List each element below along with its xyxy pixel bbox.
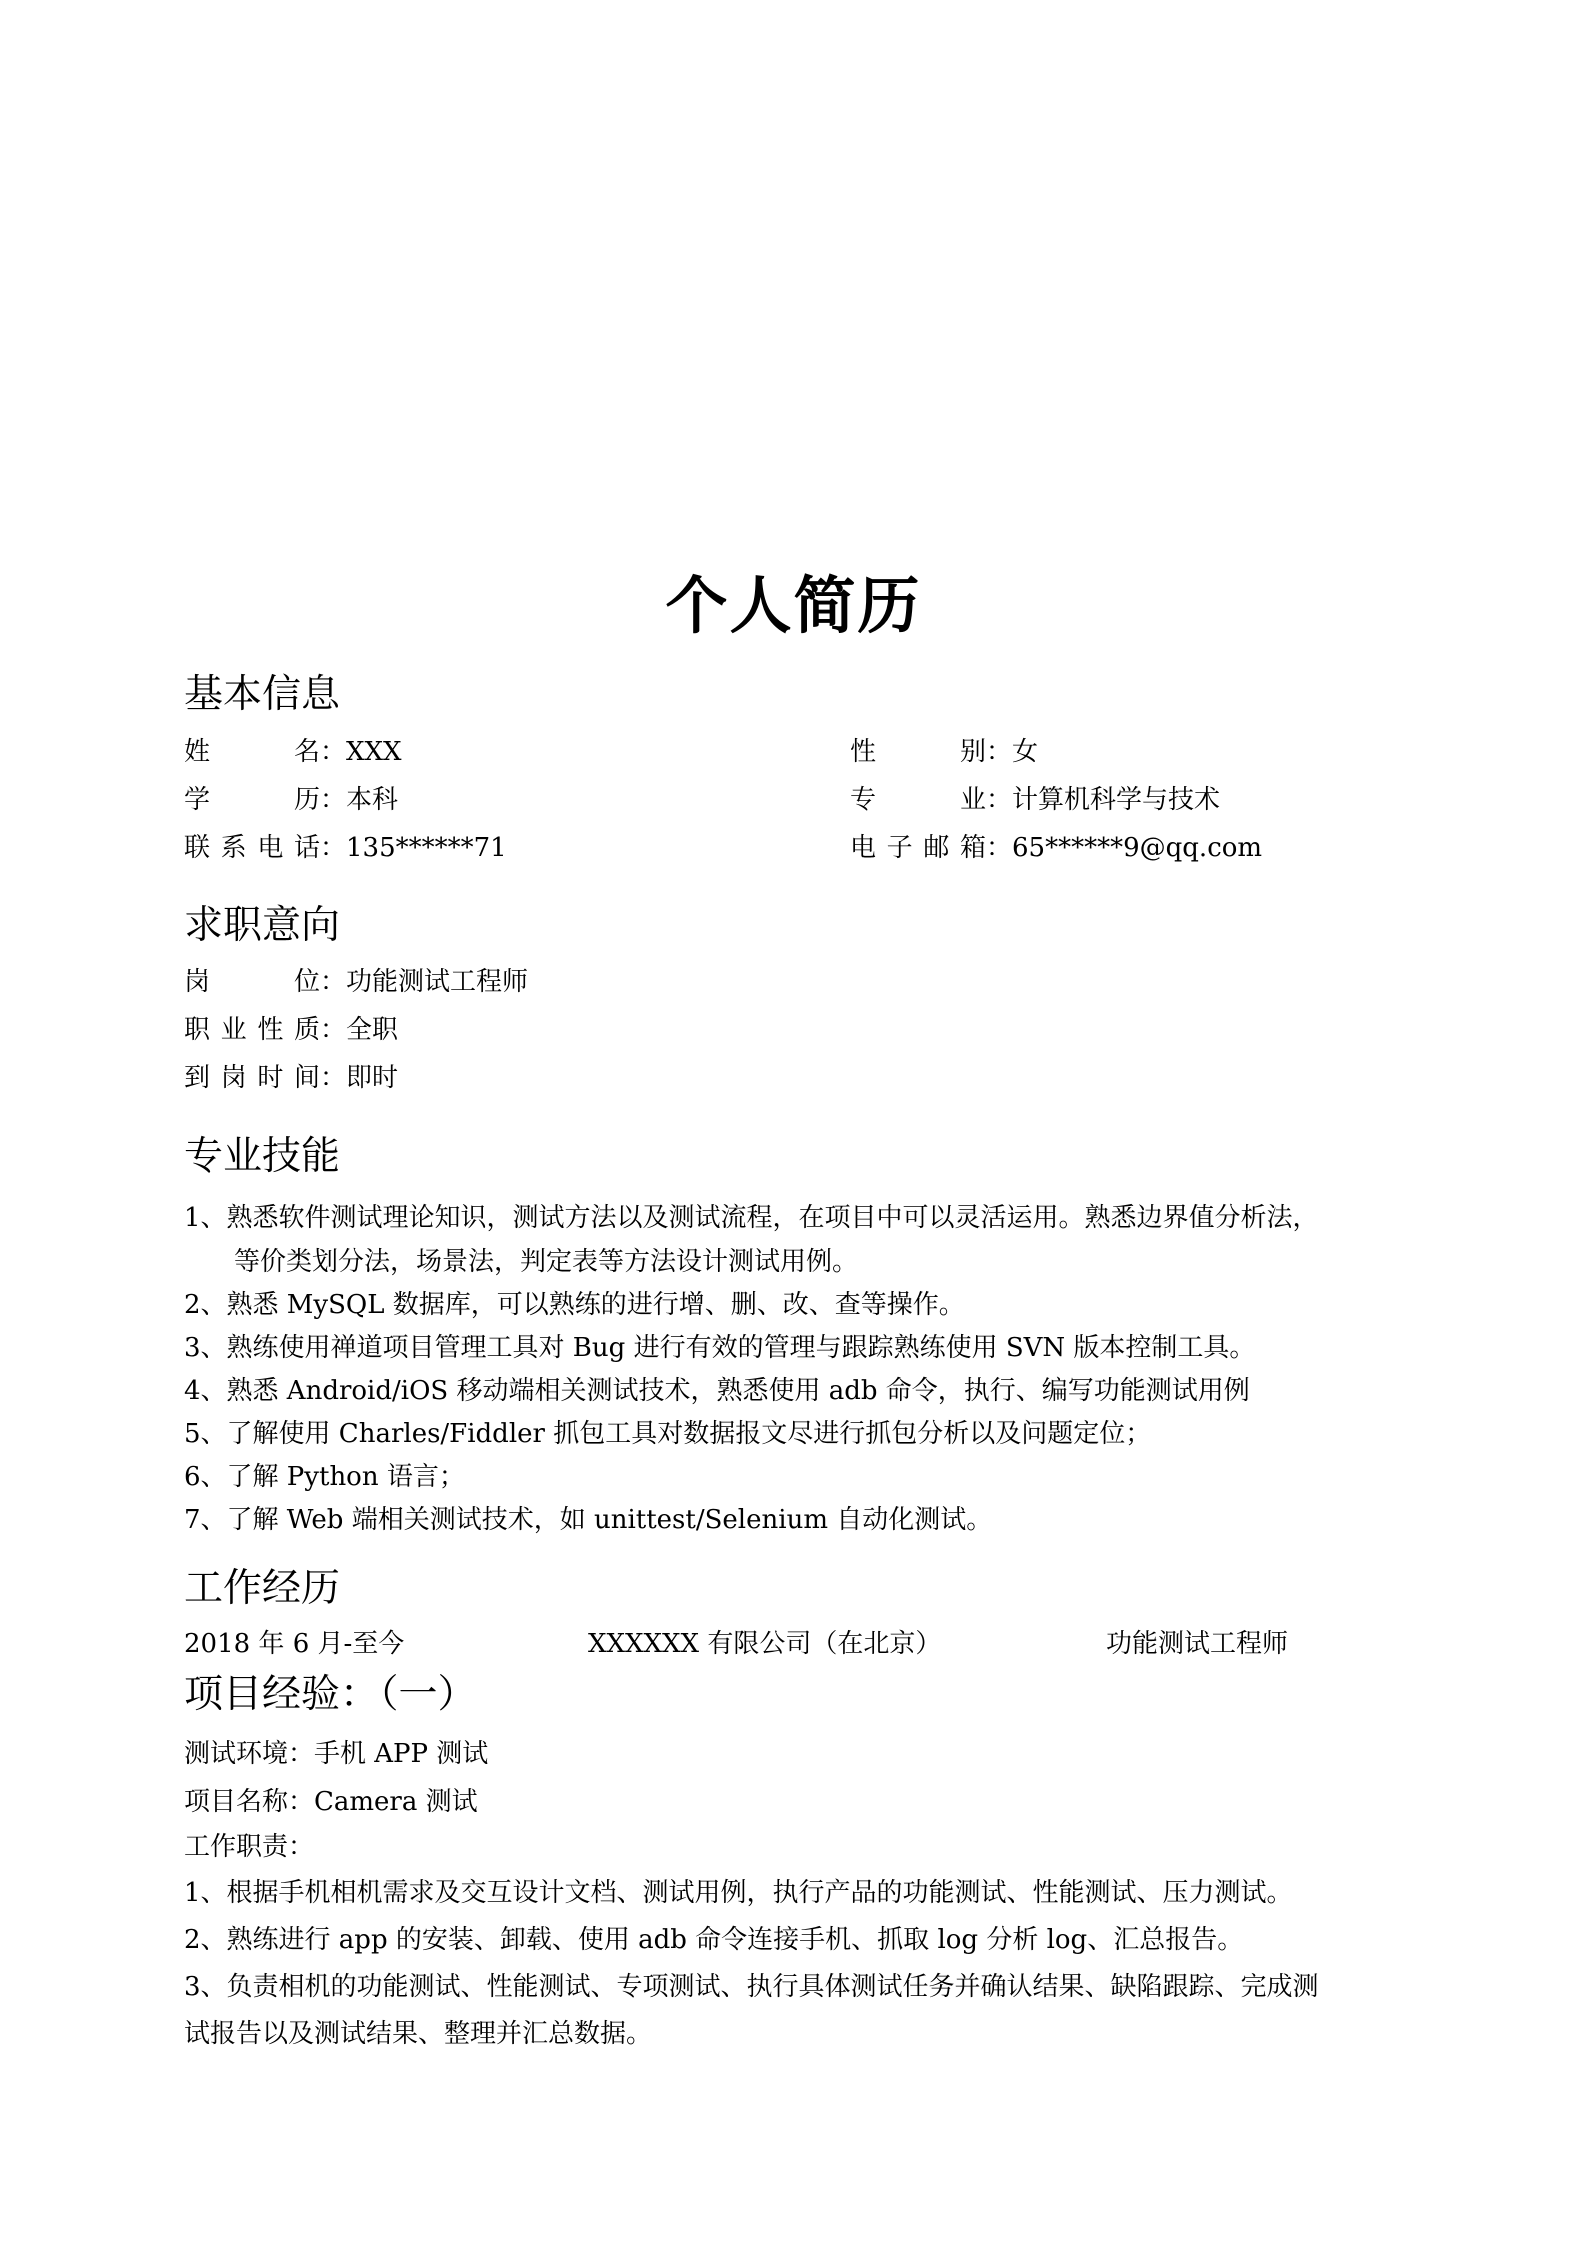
work-role: 功能测试工程师	[1106, 1629, 1289, 1659]
field-position-label: 岗 位	[184, 967, 320, 997]
project-environment: 测试环境：手机 APP 测试	[184, 1739, 489, 1769]
field-gender	[850, 734, 1038, 770]
field-education-value: 本科	[346, 785, 399, 815]
section-heading-skills: 专业技能	[184, 1134, 341, 1179]
field-arrival-time-value: 即时	[346, 1063, 399, 1093]
project-duty-item: 3、负责相机的功能测试、性能测试、专项测试、执行具体测试任务并确认结果、缺陷跟踪、完成测	[184, 1972, 1319, 2002]
field-name-value: XXX	[346, 737, 402, 767]
field-arrival-time-colon: ：	[320, 1063, 347, 1093]
project-duties-label: 工作职责：	[184, 1832, 315, 1862]
section-heading-basic-info: 基本信息	[184, 672, 341, 717]
skill-item: 6、了解 Python 语言；	[184, 1462, 465, 1492]
skill-item: 4、熟悉 Android/iOS 移动端相关测试技术，熟悉使用 adb 命令，执行、编写功能测试用例	[184, 1376, 1250, 1406]
field-arrival-time	[184, 1060, 398, 1096]
field-major-colon: ：	[986, 785, 1013, 815]
field-education-label: 学 历	[184, 785, 320, 815]
field-phone	[184, 830, 507, 866]
skill-item-continuation: 等价类划分法，场景法，判定表等方法设计测试用例。	[234, 1247, 859, 1277]
project-duty-item-continuation: 试报告以及测试结果、整理并汇总数据。	[184, 2019, 653, 2049]
field-major	[850, 782, 1220, 818]
field-education	[184, 782, 398, 818]
field-job-nature-label: 职业性质	[184, 1015, 320, 1045]
field-name	[184, 734, 402, 770]
field-position-value: 功能测试工程师	[346, 967, 529, 997]
field-job-nature-value: 全职	[346, 1015, 399, 1045]
project-duty-item: 1、根据手机相机需求及交互设计文档、测试用例，执行产品的功能测试、性能测试、压力测试。	[184, 1878, 1293, 1908]
skill-item: 5、了解使用 Charles/Fiddler 抓包工具对数据报文尽进行抓包分析以及问题定位；	[184, 1419, 1152, 1449]
field-name-label: 姓 名	[184, 737, 320, 767]
skill-item: 2、熟悉 MySQL 数据库，可以熟练的进行增、删、改、查等操作。	[184, 1290, 965, 1320]
field-position	[184, 964, 528, 1000]
field-phone-value: 135******71	[346, 833, 507, 863]
field-arrival-time-label: 到岗时间	[184, 1063, 320, 1093]
skill-item: 1、熟悉软件测试理论知识，测试方法以及测试流程，在项目中可以灵活运用。熟悉边界值分析法，	[184, 1203, 1319, 1233]
field-major-label: 专 业	[850, 785, 986, 815]
field-email-label: 电子邮箱	[850, 833, 986, 863]
section-heading-work: 工作经历	[184, 1566, 341, 1611]
work-period: 2018 年 6 月-至今	[184, 1629, 405, 1659]
field-email-value: 65******9@qq.com	[1012, 833, 1263, 863]
section-heading-project: 项目经验：（一）	[184, 1672, 477, 1717]
resume-title: 个人简历	[665, 569, 922, 642]
skill-item: 7、了解 Web 端相关测试技术，如 unittest/Selenium 自动化测试。	[184, 1505, 993, 1535]
project-duty-item: 2、熟练进行 app 的安装、卸载、使用 adb 命令连接手机、抓取 log 分析 log、汇总报告。	[184, 1925, 1244, 1955]
work-company: XXXXXX 有限公司（在北京）	[588, 1629, 942, 1659]
field-position-colon: ：	[320, 967, 347, 997]
field-gender-value: 女	[1012, 737, 1039, 767]
skill-item: 3、熟练使用禅道项目管理工具对 Bug 进行有效的管理与跟踪熟练使用 SVN 版本控制工具。	[184, 1333, 1256, 1363]
field-name-colon: ：	[320, 737, 347, 767]
field-job-nature	[184, 1012, 398, 1048]
field-gender-label: 性 别	[850, 737, 986, 767]
project-name: 项目名称：Camera 测试	[184, 1787, 478, 1817]
field-job-nature-colon: ：	[320, 1015, 347, 1045]
field-education-colon: ：	[320, 785, 347, 815]
field-email	[850, 830, 1262, 866]
field-major-value: 计算机科学与技术	[1012, 785, 1221, 815]
section-heading-job-intention: 求职意向	[184, 903, 341, 948]
field-phone-colon: ：	[320, 833, 347, 863]
field-phone-label: 联系电话	[184, 833, 320, 863]
field-email-colon: ：	[986, 833, 1013, 863]
field-gender-colon: ：	[986, 737, 1013, 767]
